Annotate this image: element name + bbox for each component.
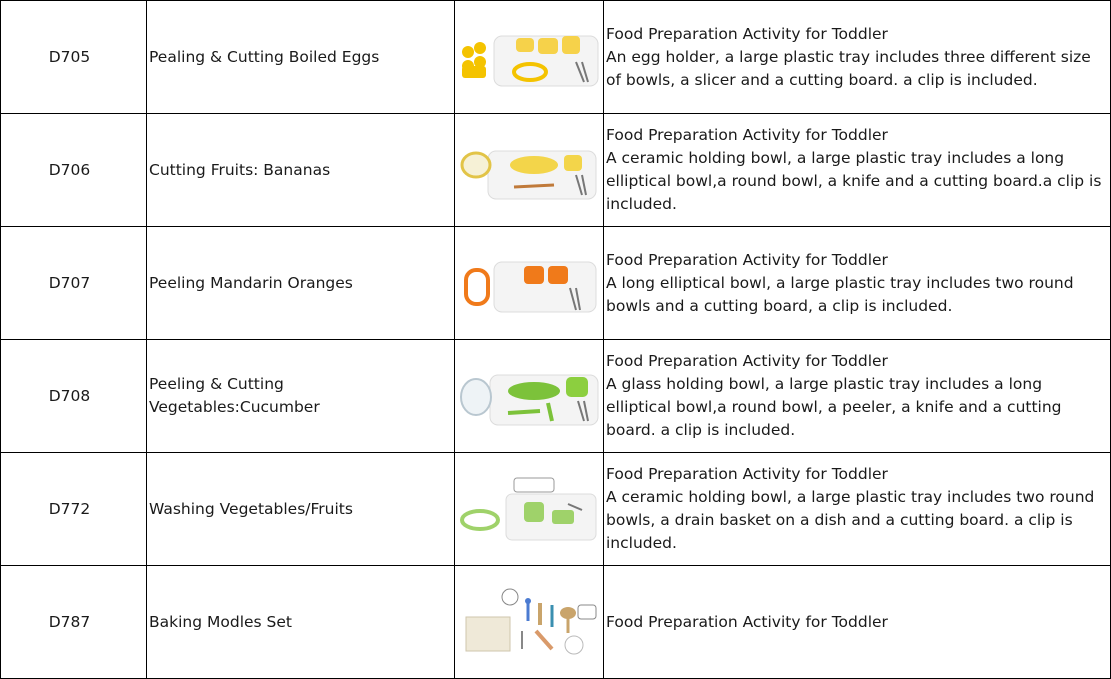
product-code: D708 <box>1 340 147 453</box>
product-description <box>604 453 1111 566</box>
product-description <box>604 227 1111 340</box>
description-title: Food Preparation Activity for Toddler <box>606 24 888 43</box>
description-body: A ceramic holding bowl, a large plastic tray includes a long elliptical bowl,a round bowl, a knife and a cutting board.a clip is included. <box>606 149 1102 213</box>
product-description <box>604 566 1111 679</box>
cucumber-tray-image <box>458 361 600 431</box>
orange-tray-image <box>458 248 600 318</box>
description-body: A long elliptical bowl, a large plastic tray includes two round bowls and a cutting board, a clip is included. <box>606 273 1074 315</box>
description-title: Food Preparation Activity for Toddler <box>606 612 888 631</box>
description-body: A glass holding bowl, a large plastic tray includes a long elliptical bowl,a round bowl, a peeler, a knife and a cutting board. a clip is included. <box>606 375 1062 439</box>
egg-tray-image <box>458 22 600 92</box>
description-title: Food Preparation Activity for Toddler <box>606 250 888 269</box>
product-name: Cutting Fruits: Bananas <box>147 114 455 227</box>
table-row <box>1 340 1111 453</box>
product-name: Peeling Mandarin Oranges <box>147 227 455 340</box>
product-code: D772 <box>1 453 147 566</box>
product-image-cell <box>455 340 604 453</box>
table-row <box>1 566 1111 679</box>
product-code: D705 <box>1 1 147 114</box>
banana-tray-image <box>458 135 600 205</box>
product-name: Peeling & Cutting Vegetables:Cucumber <box>147 340 455 453</box>
description-title: Food Preparation Activity for Toddler <box>606 352 888 370</box>
description-title: Food Preparation Activity for Toddler <box>606 465 888 483</box>
product-description <box>604 1 1111 114</box>
table-row <box>1 227 1111 340</box>
table-row <box>1 1 1111 114</box>
product-name: Pealing & Cutting Boiled Eggs <box>147 1 455 114</box>
product-image-cell <box>455 566 604 679</box>
product-image-cell <box>455 1 604 114</box>
table-row <box>1 453 1111 566</box>
baking-set-image <box>458 587 600 657</box>
egg-holder <box>462 42 486 78</box>
description-body: An egg holder, a large plastic tray includes three different size of bowls, a slicer and a cutting board. a clip is included. <box>606 47 1091 89</box>
product-code: D787 <box>1 566 147 679</box>
product-code: D707 <box>1 227 147 340</box>
product-image-cell <box>455 453 604 566</box>
product-description <box>604 114 1111 227</box>
product-name: Washing Vegetables/Fruits <box>147 453 455 566</box>
description-title: Food Preparation Activity for Toddler <box>606 126 888 144</box>
product-image-cell <box>455 227 604 340</box>
product-code: D706 <box>1 114 147 227</box>
product-image-cell <box>455 114 604 227</box>
description-body: A ceramic holding bowl, a large plastic tray includes two round bowls, a drain basket on a dish and a cutting board. a clip is included. <box>606 488 1095 552</box>
product-name: Baking Modles Set <box>147 566 455 679</box>
washing-tray-image <box>458 474 600 544</box>
product-description <box>604 340 1111 453</box>
table-row <box>1 114 1111 227</box>
